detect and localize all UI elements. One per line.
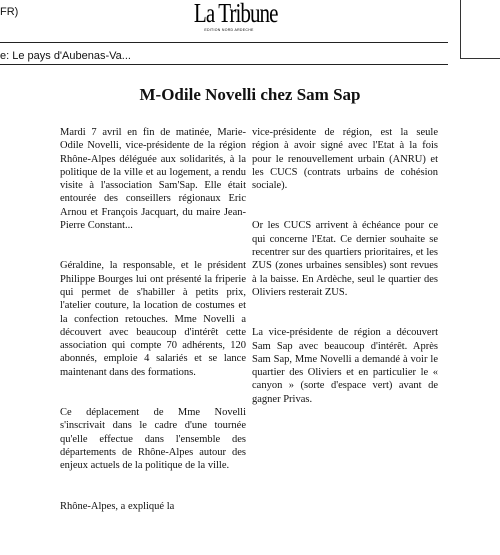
newspaper-logo bbox=[184, 0, 278, 32]
header-fragment: FR) bbox=[0, 6, 19, 18]
header-rule-top bbox=[0, 42, 448, 43]
source-line: e: Le pays d'Aubenas-Va... bbox=[0, 50, 131, 62]
logo-tagline: EDITION NORD ARDECHE bbox=[204, 28, 254, 32]
corner-box-horizontal bbox=[460, 58, 500, 59]
corner-box-vertical bbox=[460, 0, 461, 58]
paragraph: Mardi 7 avril en fin de matinée, Marie-Odile Novelli, vice-présidente de la région Rhône-Alpes déléguée aux solidarités, à la politique de la ville et au logement, a rendu visite à l'association Sam'Sap. Elle était entourée des conseillers régionaux Eric Arnou et François Jacquart, du maire Jean-Pierre Constant... bbox=[60, 127, 246, 232]
paragraph: La vice-présidente de région a découvert Sam Sap avec beaucoup d'intérêt. Après Sam Sap, Mme Novelli a demandé à voir le quartier des Oliviers et en particulier le « canyon » (sorte d'espace vert) avant de gagner Privas. bbox=[252, 327, 438, 405]
paragraph: Rhône-Alpes, a expliqué la bbox=[60, 500, 175, 512]
paragraph: vice-présidente de région, est la seule région à avoir signé avec l'Etat à la fois pour le renouvellement urbain (ANRU) et les CUCS (contrats urbains de cohésion sociale). bbox=[252, 127, 438, 192]
paragraph: Ce déplacement de Mme Novelli s'inscrivait dans le cadre d'une tournée qu'elle effectue dans l'ensemble des départements de Rhône-Alpes autour des enjeux actuels de la politique de la ville. bbox=[60, 407, 246, 472]
article-column-left bbox=[60, 126, 246, 540]
article-title: M-Odile Novelli chez Sam Sap bbox=[139, 85, 361, 104]
header-rule-bottom bbox=[0, 64, 448, 65]
logo-wordmark: La Tribune bbox=[193, 0, 278, 28]
paragraph: Géraldine, la responsable, et le président Philippe Bourges lui ont présenté la friperie qui permet de s'habiller à petits prix, l'atelier couture, la location de costumes et la confection retouches. Mme Novelli a découvert avec beaucoup d'intérêt cette association qui compte 70 adhérents, 120 abonnés, emploie 4 salariés et se lance maintenant dans des formations. bbox=[60, 260, 246, 378]
article-column-right bbox=[252, 126, 438, 433]
paragraph: Or les CUCS arrivent à échéance pour ce qui concerne l'Etat. Ce dernier souhaite se recentrer sur des quartiers prioritaires, et les ZUS (zones urbaines sensibles) sont revues à la baisse. En Ardèche, seul le quartier des Oliviers resterait ZUS. bbox=[252, 220, 438, 298]
